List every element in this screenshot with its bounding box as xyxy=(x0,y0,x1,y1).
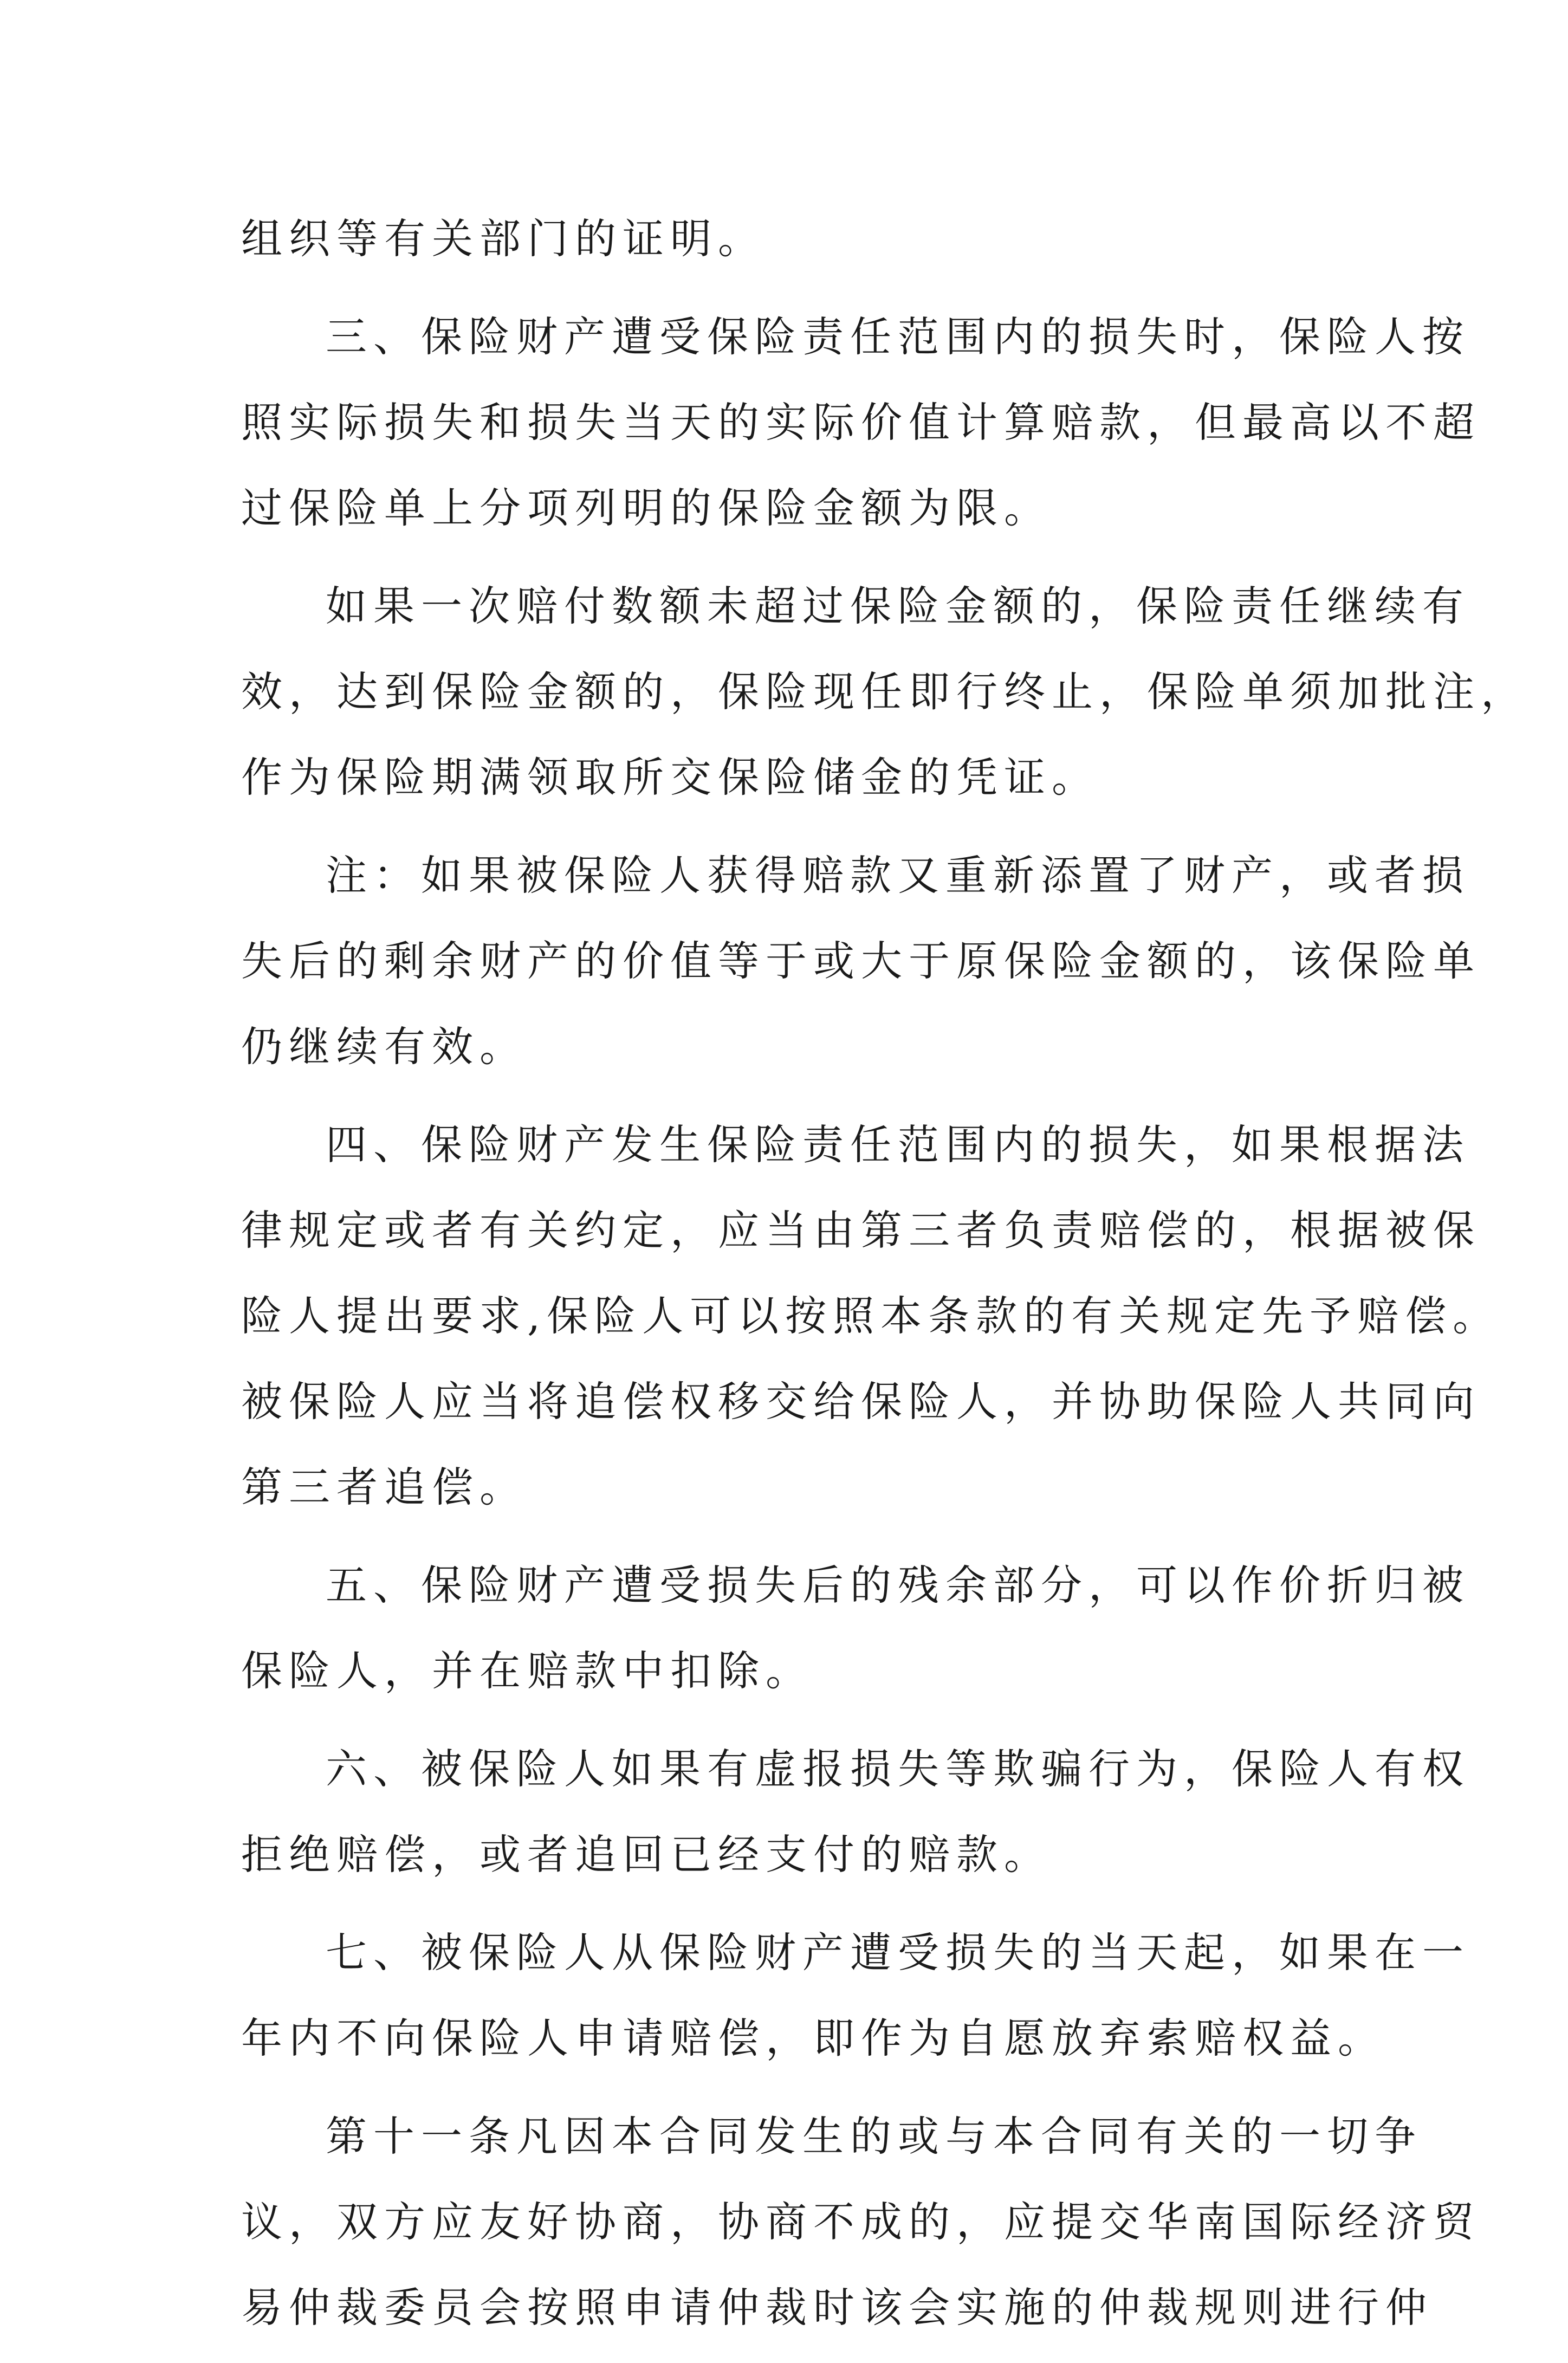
paragraph xyxy=(241,564,1528,820)
text-line: 四、保险财产发生保险责任范围内的损失，如果根据法 xyxy=(326,1121,1470,1169)
text-line: 五、保险财产遭受损失后的残余部分，可以作价折归被 xyxy=(326,1561,1470,1609)
text-line: 效，达到保险金额的，保险现任即行终止，保险单须加批注， xyxy=(241,668,1528,716)
paragraph xyxy=(241,1102,1501,1530)
text-line: 作为保险期满领取所交保险储金的凭证。 xyxy=(241,753,1099,801)
text-line: 仍继续有效。 xyxy=(241,1022,527,1071)
text-line: 七、被保险人从保险财产遭受损失的当天起，如果在一 xyxy=(326,1928,1470,1977)
text-line: 第三者追偿。 xyxy=(241,1463,527,1511)
text-line: 照实际损失和损失当天的实际价值计算赔款，但最高以不超 xyxy=(241,398,1481,446)
text-line: 六、被保险人如果有虚报损失等欺骗行为，保险人有权 xyxy=(326,1745,1470,1793)
text-line: 失后的剩余财产的价值等于或大于原保险金额的，该保险单 xyxy=(241,937,1481,985)
paragraph xyxy=(241,2094,1481,2351)
paragraph xyxy=(241,294,1481,551)
text-line: 拒绝赔偿，或者追回已经支付的赔款。 xyxy=(241,1830,1052,1879)
text-line: 保险人，并在赔款中扣除。 xyxy=(241,1647,813,1695)
text-line: 年内不向保险人申请赔偿，即作为自愿放弃索赔权益。 xyxy=(241,2014,1385,2062)
document-body xyxy=(241,196,1528,2363)
text-line: 过保险单上分项列明的保险金额为限。 xyxy=(241,484,1052,532)
text-line: 险人提出要求,保险人可以按照本条款的有关规定先予赔偿。 xyxy=(241,1292,1501,1340)
text-line: 议，双方应友好协商，协商不成的，应提交华南国际经济贸 xyxy=(241,2198,1481,2246)
text-line: 组织等有关部门的证明。 xyxy=(241,215,766,263)
paragraph xyxy=(241,1726,1470,1898)
text-line: 第十一条凡因本合同发生的或与本合同有关的一切争 xyxy=(326,2112,1422,2160)
text-line: 律规定或者有关约定，应当由第三者负责赔偿的，根据被保 xyxy=(241,1206,1481,1254)
text-line: 如果一次赔付数额未超过保险金额的，保险责任继续有 xyxy=(326,582,1470,630)
paragraph xyxy=(241,196,1341,282)
text-line: 被保险人应当将追偿权移交给保险人，并协助保险人共同向 xyxy=(241,1377,1481,1426)
text-line: 易仲裁委员会按照申请仲裁时该会实施的仲裁规则进行仲 xyxy=(241,2283,1433,2332)
text-line: 三、保险财产遭受保险责任范围内的损失时，保险人按 xyxy=(326,313,1470,361)
paragraph xyxy=(241,1543,1470,1714)
paragraph xyxy=(241,833,1481,1090)
text-line: 注：如果被保险人获得赔款又重新添置了财产，或者损 xyxy=(326,851,1470,899)
paragraph xyxy=(241,1910,1470,2081)
